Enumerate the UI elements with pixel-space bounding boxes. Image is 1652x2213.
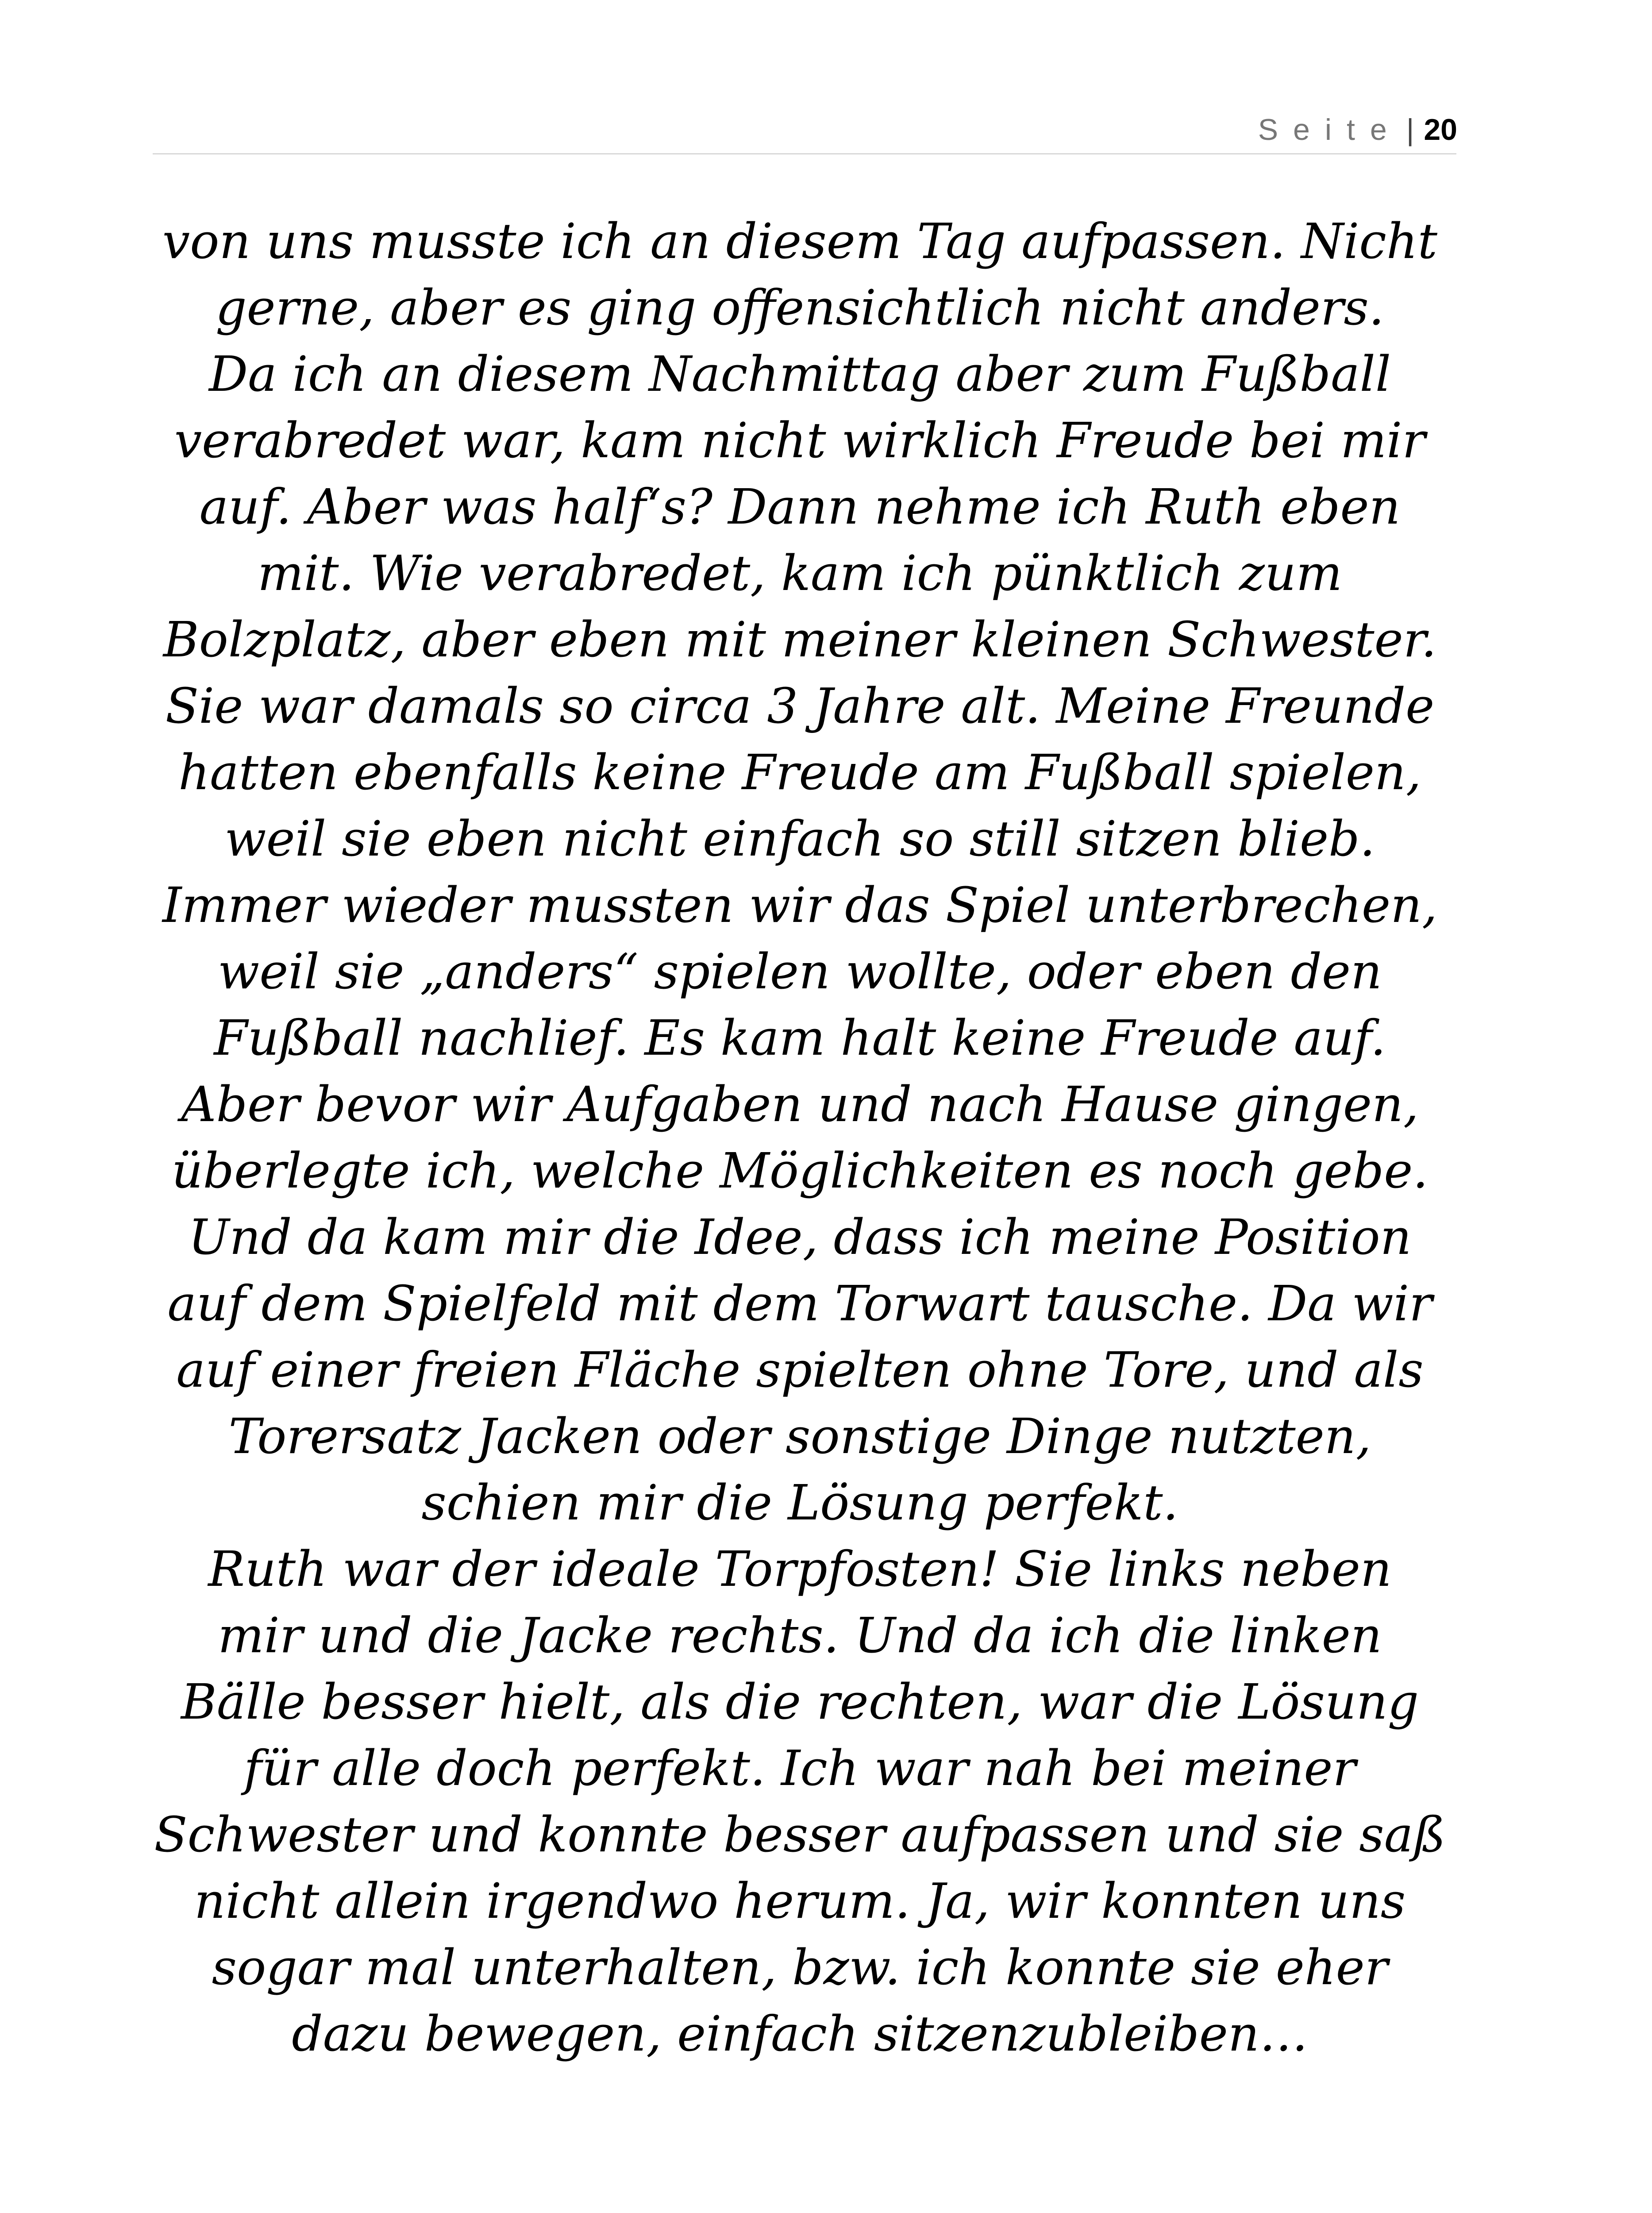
text-line: Fußball nachlief. Es kam halt keine Freude auf. [214, 1010, 1386, 1066]
text-line: Ruth war der ideale Torpfosten! Sie links neben [208, 1541, 1392, 1597]
text-line: Bolzplatz, aber eben mit meiner kleinen Schwester. [163, 611, 1437, 668]
text-line: hatten ebenfalls keine Freude am Fußball spielen, [178, 744, 1421, 801]
text-line: sogar mal unterhalten, bzw. ich konnte sie eher [212, 1939, 1388, 1996]
text-line: weil sie „anders“ spielen wollte, oder eben den [218, 943, 1382, 1000]
text-line: mir und die Jacke rechts. Und da ich die linken [218, 1607, 1382, 1664]
text-line: weil sie eben nicht einfach so still sitzen blieb. [224, 810, 1375, 867]
text-line: überlegte ich, welche Möglichkeiten es noch gebe. [171, 1142, 1429, 1199]
text-line: Bälle besser hielt, als die rechten, war die Lösung [181, 1673, 1419, 1730]
header-separator: | [1406, 113, 1414, 147]
text-line: Schwester und konnte besser aufpassen und sie saß [154, 1806, 1446, 1863]
text-line: mit. Wie verabredet, kam ich pünktlich zum [257, 545, 1343, 601]
text-line: auf. Aber was half‘s? Dann nehme ich Ruth eben [199, 478, 1401, 535]
text-line: schien mir die Lösung perfekt. [421, 1474, 1178, 1531]
header-rule [153, 153, 1456, 154]
text-line: von uns musste ich an diesem Tag aufpassen. Nicht [162, 213, 1437, 270]
text-line: nicht allein irgendwo herum. Ja, wir konnten uns [194, 1873, 1406, 1929]
text-line: auf dem Spielfeld mit dem Torwart tausche. Da wir [167, 1275, 1433, 1332]
text-line: Und da kam mir die Idee, dass ich meine Position [188, 1209, 1412, 1265]
text-line: Aber bevor wir Aufgaben und nach Hause gingen, [181, 1076, 1419, 1133]
text-line: Sie war damals so circa 3 Jahre alt. Meine Freunde [165, 678, 1435, 734]
page-header [1258, 105, 1457, 154]
text-line: verabredet war, kam nicht wirklich Freude bei mir [174, 412, 1425, 469]
page-label: Seite [1258, 113, 1402, 147]
text-line: Torersatz Jacken oder sonstige Dinge nutzten, [228, 1408, 1371, 1465]
text-line: Da ich an diesem Nachmittag aber zum Fußball [208, 346, 1391, 402]
page-number: 20 [1424, 113, 1457, 147]
text-line: auf einer freien Fläche spielten ohne Tore, und als [176, 1342, 1424, 1398]
text-line: Immer wieder mussten wir das Spiel unterbrechen, [162, 877, 1437, 933]
body-text [146, 208, 1454, 2067]
text-line: gerne, aber es ging offensichtlich nicht anders. [216, 279, 1384, 336]
text-line: für alle doch perfekt. Ich war nah bei meiner [243, 1740, 1356, 1797]
text-line: dazu bewegen, einfach sitzenzubleiben… [292, 2005, 1308, 2062]
